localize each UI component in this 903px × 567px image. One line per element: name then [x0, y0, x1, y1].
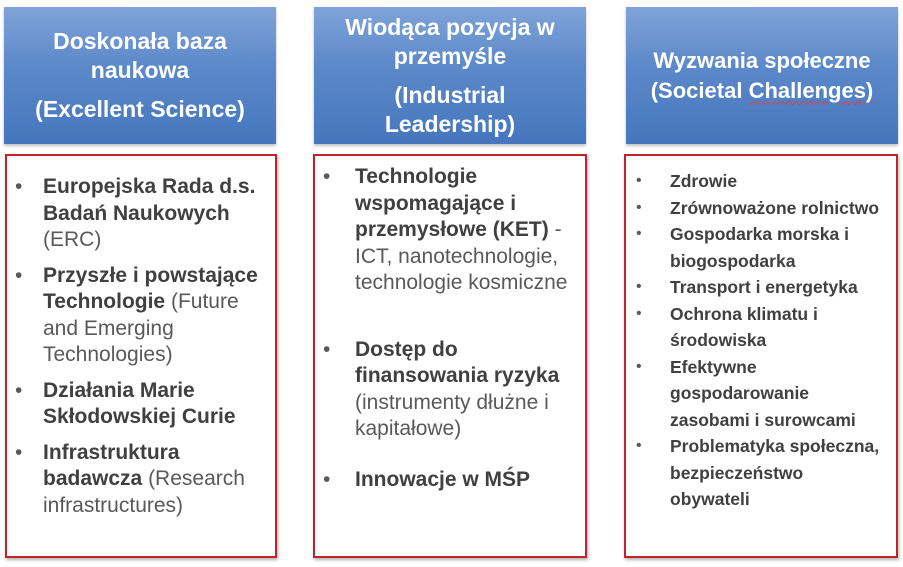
list-item [630, 274, 886, 301]
pillar-box-excellent-science [5, 154, 277, 558]
item-bold-text: Innowacje w MŚP [355, 467, 531, 491]
pillar-header-societal-challenges [626, 7, 898, 144]
bullet-icon: • [636, 437, 642, 454]
list-item [630, 433, 886, 513]
item-bold-text: Transport i energetyka [670, 277, 858, 297]
bullet-icon: • [15, 440, 23, 464]
item-bold-text: Zrównoważone rolnictwo [670, 197, 880, 218]
pillar-header-line: przemyśle [393, 42, 507, 69]
item-normal-text: (ERC) [43, 228, 102, 251]
list-item [15, 440, 261, 520]
item-bold-text: Problematyka społeczna, bezpieczeństwo obywateli [670, 436, 880, 509]
pillar-header-line-part: (Societal [650, 77, 743, 103]
item-normal-text: (Research infrastructures) [43, 467, 245, 517]
list-item [15, 378, 261, 431]
pillar-header-line [651, 76, 874, 106]
item-normal-text: (instrumenty dłużne i kapitałowe) [355, 390, 549, 440]
spellcheck-underlined-word: Challenges) [748, 77, 874, 103]
list-item [323, 467, 573, 494]
item-bold-text: Gospodarka morska i biogospodarka [670, 224, 849, 271]
pillar-header-excellent-science [4, 7, 276, 144]
bullet-icon: • [636, 225, 642, 242]
pillar-item-list [7, 156, 275, 519]
item-normal-text: - ICT, nanotechnologie, technologie kosmiczne [355, 218, 568, 294]
pillar-header-line: (Excellent Science) [35, 96, 245, 122]
bullet-icon: • [15, 263, 23, 287]
list-item [630, 301, 886, 354]
list-item [15, 174, 261, 254]
item-bold-text: Europejska Rada d.s. Badań Naukowych [43, 175, 256, 225]
list-item [323, 337, 573, 443]
bullet-icon: • [636, 278, 642, 295]
pillar-header-industrial-leadership [314, 7, 586, 144]
bullet-icon: • [323, 337, 331, 361]
list-item [323, 164, 573, 297]
item-bold-text: Dostęp do finansowania ryzyka [355, 337, 560, 387]
item-bold-text: Przyszłe i powstające Technologie [43, 263, 258, 313]
bullet-icon: • [15, 378, 23, 402]
pillar-header-line: naukowa [90, 57, 190, 83]
list-item [15, 263, 261, 369]
item-bold-text: Technologie wspomagające i przemysłowe (KET) [355, 165, 549, 241]
pillar-header-line: Wyzwania społeczne [653, 47, 871, 73]
bullet-icon: • [636, 357, 642, 375]
list-item [630, 221, 886, 274]
item-bold-text: Efektywne gospodarowanie zasobami i surowcami [670, 356, 856, 430]
list-item [630, 195, 886, 222]
list-item [630, 168, 886, 195]
pillar-header-line: Doskonała baza [53, 28, 227, 54]
pillar-header-line: (Industrial [394, 81, 506, 108]
bullet-icon: • [636, 172, 642, 189]
bullet-icon: • [323, 165, 331, 188]
item-bold-text: Infrastruktura badawcza [43, 440, 180, 490]
item-normal-text: (Future and Emerging Technologies) [43, 290, 239, 366]
bullet-icon: • [636, 198, 642, 216]
item-bold-text: Działania Marie Skłodowskiej Curie [43, 378, 236, 428]
pillar-item-list [626, 156, 896, 513]
bullet-icon: • [15, 175, 23, 198]
item-bold-text: Ochrona klimatu i środowiska [670, 303, 818, 350]
bullet-icon: • [323, 467, 331, 491]
pillar-box-industrial-leadership [313, 154, 587, 558]
pillar-header-line: Leadership) [384, 110, 516, 137]
pillar-item-list [315, 156, 585, 493]
pillar-header-line: Wiodąca pozycja w [345, 13, 555, 40]
list-item [630, 354, 886, 434]
bullet-icon: • [636, 304, 642, 322]
item-bold-text: Zdrowie [670, 171, 738, 191]
pillar-box-societal-challenges [624, 154, 898, 558]
